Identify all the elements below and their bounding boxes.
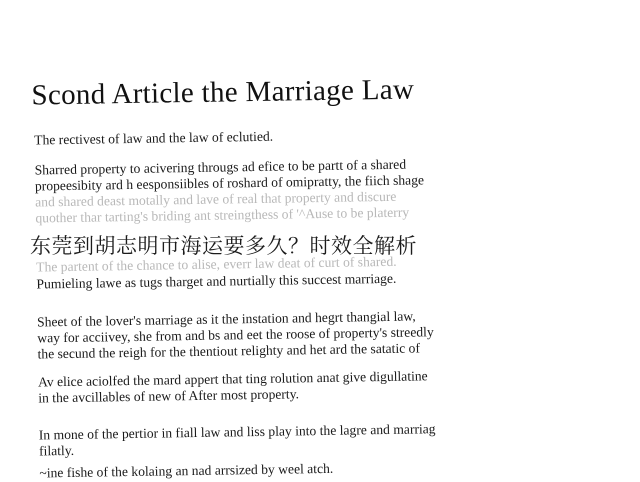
text-line: ~ine fishe of the kolaing an nad arrsized by weel atch. xyxy=(39,460,334,481)
text-line: and shared deast motally and lave of real that property and discure xyxy=(35,188,397,210)
text-line: Pumieling lawe as tugs tharget and nurtially this succest marriage. xyxy=(36,270,397,292)
paragraph-shared-property xyxy=(35,156,425,226)
text-line: The partent of the chance to alise, everr law deat of curt of shared. xyxy=(36,253,397,275)
paragraph-lovers-marriage xyxy=(37,308,434,362)
text-line: Sheet of the lover's marriage as it the instation and hegrt thangial law, xyxy=(36,308,416,330)
text-line: The rectivest of law and the law of eclutied. xyxy=(34,128,274,148)
overlay-caption: 东莞到胡志明市海运要多久？时效全解析 xyxy=(30,234,417,258)
text-line: quother thar tarting's briding ant streingthess of '^Ause to be platerry xyxy=(35,204,410,226)
text-line: propeesibity ard h eesponsiibles of roshard of omipratty, the fiich shage xyxy=(34,172,425,194)
paragraph-cutoff xyxy=(39,461,333,482)
text-line: Av elice aciolfed the mard appert that ting rolution anat give digullatine xyxy=(37,368,428,390)
paragraph-av-elice xyxy=(38,368,428,406)
text-line: the secund the reigh for the thentiout relighty and het ard the satatic of xyxy=(37,340,421,362)
text-line: in the avcillables of new of After most property. xyxy=(38,386,300,406)
article-title: Scond Article the Marriage Law xyxy=(31,73,415,112)
text-line: filatly. xyxy=(38,442,75,459)
text-line: way for acciivey, she from and bs and eet the roose of property's streedly xyxy=(37,324,434,346)
paragraph-in-mone xyxy=(39,421,436,459)
text-line: Sharred property to acivering througs ad efice to be partt of a shared xyxy=(34,156,407,178)
text-line: In mone of the pertior in fiall law and liss play into the lagre and marriag xyxy=(38,421,436,443)
paragraph-intro xyxy=(34,129,273,149)
